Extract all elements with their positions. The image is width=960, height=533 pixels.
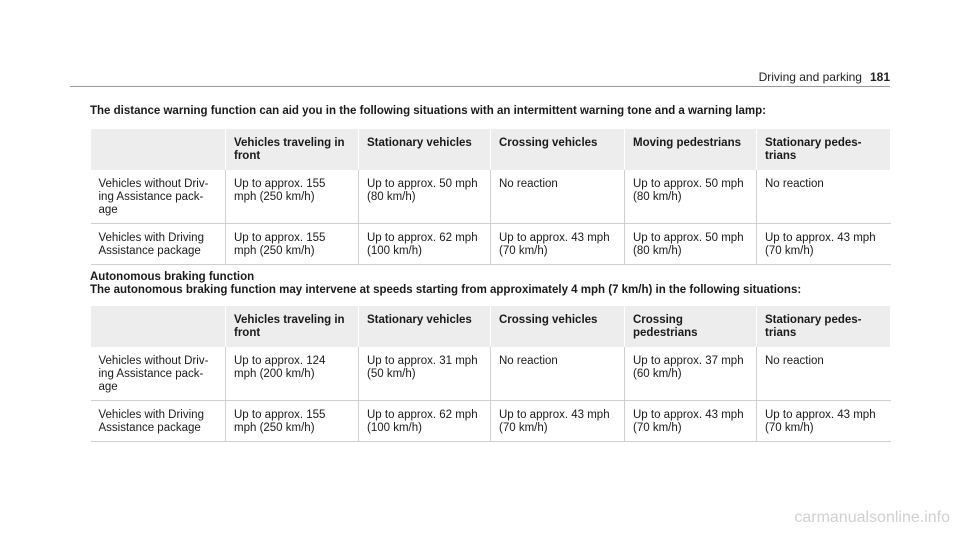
table-row xyxy=(91,224,891,265)
table-header-row xyxy=(91,306,891,348)
table-header-cell: Stationary vehicles xyxy=(359,129,491,171)
table-header-cell: Vehicles traveling in front xyxy=(226,306,359,348)
table-cell: Up to approx. 155 mph (250 km/h) xyxy=(226,170,359,224)
table-cell: No reaction xyxy=(491,347,625,401)
section-text: The autonomous braking function may intervene at speeds starting from approximately 4 mph (7 km/h) in the following situations: xyxy=(90,284,802,296)
table-cell: Up to approx. 43 mph (70 km/h) xyxy=(491,224,625,265)
table-cell: No reaction xyxy=(491,170,625,224)
table-row xyxy=(91,401,891,442)
section-heading: Autonomous braking function xyxy=(90,271,255,283)
table-cell: No reaction xyxy=(757,347,891,401)
table-cell: Up to approx. 43 mph (70 km/h) xyxy=(757,224,891,265)
table-cell: Up to approx. 50 mph (80 km/h) xyxy=(359,170,491,224)
table-row xyxy=(91,347,891,401)
table-cell: Up to approx. 155 mph (250 km/h) xyxy=(226,224,359,265)
table-header-cell: Moving pedestrians xyxy=(625,129,757,171)
table-header-cell: Stationary vehicles xyxy=(359,306,491,348)
table-header-cell: Vehicles traveling in front xyxy=(226,129,359,171)
table-header-cell: Crossing vehicles xyxy=(491,129,625,171)
table-cell: Up to approx. 124 mph (200 km/h) xyxy=(226,347,359,401)
table-header-cell: Crossing vehicles xyxy=(491,306,625,348)
table-cell: Up to approx. 43 mph (70 km/h) xyxy=(491,401,625,442)
section-title: Driving and parking xyxy=(758,70,862,84)
table-header-cell: Stationary pedes-trians xyxy=(757,129,891,171)
table-header-cell xyxy=(91,129,226,171)
table-header-cell: Stationary pedes-trians xyxy=(757,306,891,348)
autonomous-braking-section xyxy=(90,271,890,297)
table-header-cell: Crossing pedestrians xyxy=(625,306,757,348)
table-header-row xyxy=(91,129,891,171)
table-cell: Up to approx. 155 mph (250 km/h) xyxy=(226,401,359,442)
page-header xyxy=(70,70,890,87)
table-cell: Up to approx. 62 mph (100 km/h) xyxy=(359,401,491,442)
autonomous-braking-table xyxy=(90,305,891,442)
table-header-cell xyxy=(91,306,226,348)
table-cell: Vehicles with Driving Assistance package xyxy=(91,401,226,442)
page-number: 181 xyxy=(869,70,890,84)
table-cell: Vehicles without Driv-ing Assistance pack-age xyxy=(91,170,226,224)
table-cell: No reaction xyxy=(757,170,891,224)
table-cell: Up to approx. 62 mph (100 km/h) xyxy=(359,224,491,265)
header-text xyxy=(759,70,890,84)
table-cell: Up to approx. 31 mph (50 km/h) xyxy=(359,347,491,401)
table-cell: Up to approx. 43 mph (70 km/h) xyxy=(757,401,891,442)
intro-text: The distance warning function can aid you in the following situations with an intermittent warning tone and a warning lamp: xyxy=(90,105,766,117)
watermark: carmanualsonline.info xyxy=(794,509,950,526)
table-row xyxy=(91,170,891,224)
distance-warning-table xyxy=(90,128,891,265)
table-cell: Up to approx. 37 mph (60 km/h) xyxy=(625,347,757,401)
table-cell: Up to approx. 50 mph (80 km/h) xyxy=(625,170,757,224)
table-cell: Up to approx. 43 mph (70 km/h) xyxy=(625,401,757,442)
table-cell: Vehicles with Driving Assistance package xyxy=(91,224,226,265)
table-cell: Vehicles without Driv-ing Assistance pack-age xyxy=(91,347,226,401)
table-cell: Up to approx. 50 mph (80 km/h) xyxy=(625,224,757,265)
